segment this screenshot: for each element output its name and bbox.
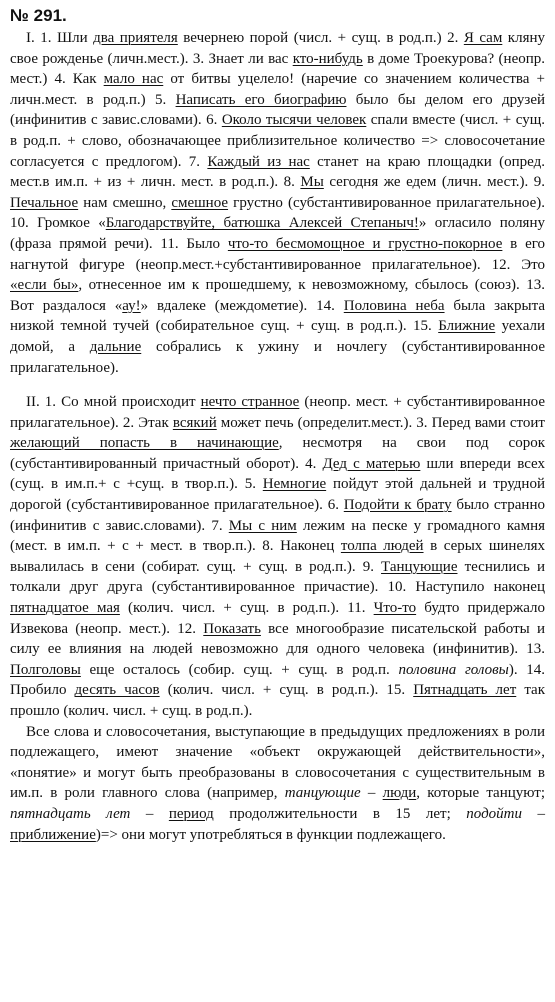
- underlined-subject: кто-нибудь: [292, 50, 363, 67]
- underlined-subject: Каждый из нас: [207, 153, 310, 170]
- text-segment: от битвы уцелело! (наречие со значением количества + личн.мест. в род.п.) 5.: [10, 71, 545, 108]
- underlined-subject: десять часов: [74, 682, 160, 699]
- underlined-subject: мало нас: [103, 71, 164, 88]
- text-segment: было бы делом его друзей (инфинитив с завис.словами). 6.: [10, 91, 545, 129]
- underlined-subject: приближение: [10, 826, 96, 843]
- underlined-subject: Мы: [300, 174, 324, 191]
- underlined-subject: ау!: [122, 297, 141, 314]
- text-segment: станет на краю площадки (опред. мест.в им.п. + из + личн. мест. в род.п.). 8.: [10, 153, 545, 191]
- text-segment: , отнесенное им к прошедшему, к невозможному, сбылось (союз). 13. Вот раздалося «: [10, 277, 545, 314]
- text-segment: сегодня же едем (личн. мест.). 9.: [323, 174, 546, 191]
- underlined-subject: Подойти к брату: [343, 497, 452, 514]
- text-segment: собрались к ужину и ночлегу (субстантивированное прилагательное).: [10, 338, 545, 376]
- underlined-subject: Печальное: [10, 194, 79, 211]
- italic-text: подойти: [466, 805, 522, 822]
- underlined-subject: Около тысячи человек: [221, 112, 367, 129]
- text-segment: уехали домой, а: [10, 318, 545, 355]
- text-segment: в его нагнутой фигуре (неопр.мест.+субстантивированное прилагательное). 12. Это: [10, 235, 546, 273]
- underlined-subject: пятнадцатое мая: [10, 600, 120, 617]
- underlined-subject: Полголовы: [10, 661, 81, 678]
- text-segment: вечернею порой (числ. + сущ. в род.п.) 2.: [177, 30, 464, 46]
- text-segment: была закрыта низкой темной тучей (собирательное сущ. + сущ. в род.п.). 15.: [10, 297, 545, 335]
- underlined-subject: Мы с ним: [228, 517, 297, 534]
- italic-text: половина головы: [398, 661, 509, 678]
- text-segment: Все слова и словосочетания, выступающие в предыдущих предложениях в роли подлежащего, имеют значение «объект окружающей действительности», «понятие» и могут быть преобразованы в словосочетания с существительным в им.п. в роли главного слова (например,: [10, 723, 545, 802]
- italic-text: танцующие: [284, 785, 361, 802]
- underlined-subject: Дед с матерью: [322, 455, 421, 472]
- exercise-number: № 291.: [10, 6, 67, 25]
- text-segment: так прошло (колич. числ. + сущ. в род.п.).: [10, 682, 546, 719]
- text-segment: продолжительности в 15 лет;: [213, 805, 467, 822]
- text-segment: может печь (определит.мест.). 3. Перед вами стоит: [216, 414, 545, 431]
- underlined-subject: Ближние: [438, 318, 496, 335]
- paragraph-gap: [10, 378, 545, 392]
- underlined-subject: толпа людей: [340, 538, 424, 555]
- text-segment: I. 1. Шли: [26, 30, 94, 46]
- underlined-subject: смешное: [171, 194, 229, 211]
- text-segment: –: [522, 805, 545, 822]
- text-segment: –: [130, 805, 169, 822]
- underlined-subject: два приятеля: [93, 30, 178, 46]
- text-segment: (колич. числ. + сущ. в род.п.). 11.: [119, 600, 374, 617]
- text-segment: нам смешно,: [78, 194, 172, 211]
- text-segment: лежим на песке у громадного камня (мест. в им.п. + с + мест. в твор.п.). 8. Наконец: [10, 517, 545, 555]
- underlined-subject: Половина неба: [343, 297, 445, 314]
- underlined-subject: всякий: [172, 414, 217, 431]
- text-segment: II. 1. Со мной происходит: [26, 394, 201, 411]
- underlined-subject: Что-то: [373, 600, 417, 617]
- underlined-subject: Немногие: [262, 476, 327, 493]
- text-segment: » огласило поляну (фраза прямой речи). 11. Было: [10, 215, 545, 252]
- text-segment: кляну свое рожденье (личн.мест.). 3. Знает ли вас: [10, 30, 545, 67]
- underlined-subject: нечто странное: [200, 394, 300, 411]
- underlined-subject: Пятнадцать лет: [413, 682, 517, 699]
- underlined-subject: люди: [382, 785, 417, 802]
- text-segment: грустно (субстантивированное прилагательное). 10. Громкое «: [10, 194, 545, 232]
- text-segment: все многообразие писательской работы и силу ее влияния на людей невозможно для одного человека (инфинитив). 13.: [10, 620, 545, 658]
- underlined-subject: Я сам: [463, 30, 503, 46]
- text-segment: было странно (инфинитив с завис.словами). 7.: [10, 497, 545, 534]
- section-1-paragraph: [10, 28, 545, 378]
- text-segment: спали вместе (числ. + сущ. в род.п. + слово, обозначающее приблизительное количество => словосочетание согласуется с предлогом). 7.: [10, 112, 545, 170]
- underlined-subject: желающий попасть в начинающие: [10, 435, 279, 452]
- underlined-subject: дальние: [89, 338, 142, 355]
- underlined-subject: Показать: [203, 620, 261, 637]
- text-segment: будто придержало Извекова (неопр. мест.). 12.: [10, 600, 545, 637]
- underlined-subject: Танцующие: [381, 558, 458, 575]
- text-segment: ). 14. Пробило: [10, 661, 545, 699]
- text-segment: , которые танцуют;: [416, 785, 545, 802]
- underlined-subject: «если бы»: [10, 277, 79, 294]
- underlined-subject: Благодарствуйте, батюшка Алексей Степаныч!: [105, 215, 419, 232]
- text-segment: (колич. числ. + сущ. в род.п.). 15.: [159, 682, 414, 699]
- conclusion-paragraph: [10, 722, 545, 846]
- text-segment: пойдут этой дальней и трудной дорогой (субстантивированное прилагательное). 6.: [10, 476, 545, 514]
- italic-text: пятнадцать лет: [10, 805, 131, 822]
- text-segment: –: [360, 785, 383, 802]
- text-segment: (неопр. мест. + субстантивированное прилагательное). 2. Этак: [10, 394, 545, 431]
- text-segment: теснились и толкали друг друга (субстантивированное причастие). 10. Наступило наконец: [10, 558, 545, 596]
- text-segment: )=> они могут употребляться в функции подлежащего.: [95, 826, 446, 843]
- text-segment: в доме Троекурова? (неопр. мест.) 4. Как: [10, 50, 546, 88]
- underlined-subject: что-то бесмомощное и грустно-покорное: [227, 235, 503, 252]
- text-segment: в серых шинелях вывалилась в сени (собират. сущ. + сущ. в род.п.). 9.: [10, 538, 546, 575]
- underlined-subject: период: [168, 805, 214, 822]
- section-2-paragraph: [10, 392, 545, 722]
- text-segment: еще осталось (собир. сущ. + сущ. в род.п.: [80, 661, 399, 678]
- underlined-subject: Написать его биографию: [175, 91, 347, 108]
- text-segment: » вдалеке (междометие). 14.: [140, 297, 344, 314]
- text-segment: шли впереди всех (сущ. в им.п.+ с +сущ. в твор.п.). 5.: [10, 455, 546, 493]
- text-segment: , несмотря на свои под сорок (субстантивированный причастный оборот). 4.: [10, 435, 545, 472]
